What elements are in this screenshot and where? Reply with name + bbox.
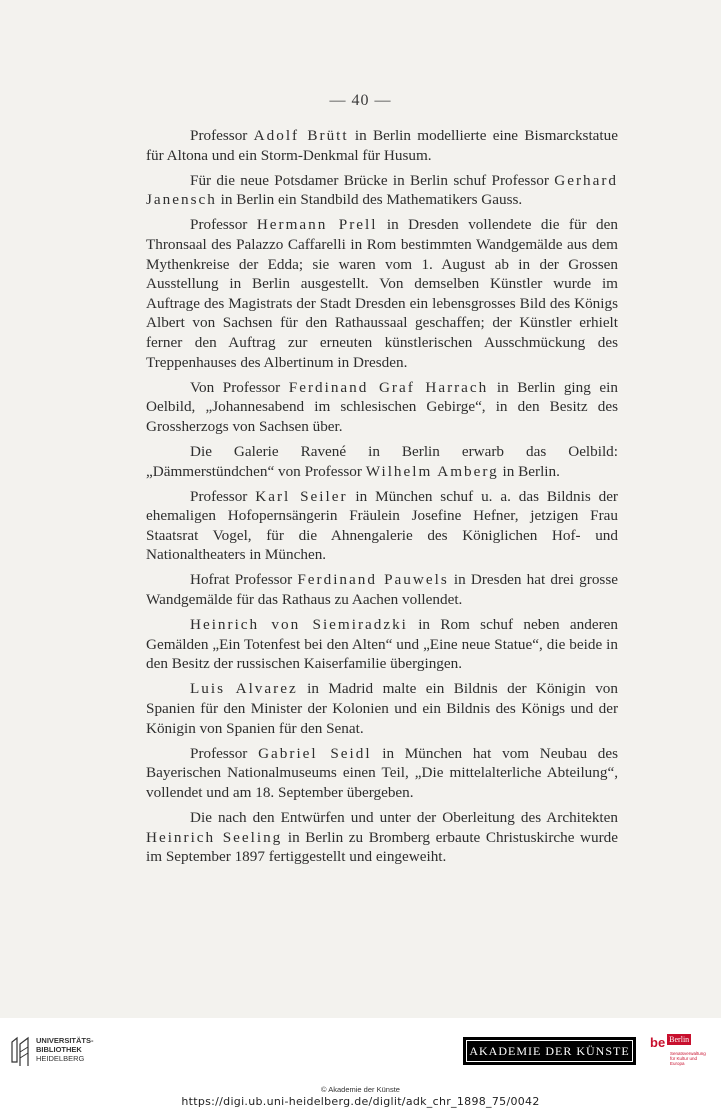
be-logo-text: be: [650, 1035, 666, 1050]
paragraph-9: [146, 679, 618, 738]
text-run: in Berlin ein Standbild des Mathematikers Gauss.: [216, 191, 523, 209]
text-run: Die Galerie Ravené in Berlin erwarb das Oelbild: „Dämmerstündchen“ von Professor: [146, 442, 618, 480]
person-name: Heinrich von Siemiradzki: [190, 616, 408, 634]
paragraph-3: [146, 215, 618, 372]
be-berlin-logo[interactable]: [650, 1034, 710, 1070]
person-name: Ferdinand Graf Harrach: [288, 378, 489, 396]
paragraph-1: [146, 126, 618, 165]
paragraph-4: [146, 378, 618, 437]
text-run: in München schuf u. a. das Bildnis der ehemaligen Hofopernsängerin Fräulein Josefine Hefner, jetzigen Frau Staatsrat Vogel, für die Ahnengalerie des Königlichen Hof- und Nationaltheaters in München.: [146, 487, 618, 564]
paragraph-8: [146, 615, 618, 674]
text-run: in Dresden hat drei grosse Wandgemälde für das Rathaus zu Aachen vollendet.: [146, 571, 618, 609]
be-subline: Senatsverwaltung für Kultur und Europa: [670, 1051, 706, 1066]
ub-line-3: HEIDELBERG: [36, 1054, 85, 1063]
person-name: Hermann Prell: [256, 216, 378, 234]
person-name: Adolf Brütt: [253, 127, 349, 144]
text-run: in Rom schuf neben anderen Gemälden „Ein Totenfest bei den Alten“ und „Eine neue Statue“, die beide in den Besitz der russischen Kaiserfamilie übergingen.: [146, 616, 618, 673]
person-name: Heinrich Seeling: [146, 828, 283, 846]
text-run: in Madrid malte ein Bildnis der Königin von Spanien für den Minister der Kolonien und ein Bildnis des Königs und der Königin von Spanien für den Senat.: [146, 680, 618, 737]
ub-line-2: BIBLIOTHEK: [36, 1045, 82, 1054]
university-library-name[interactable]: [36, 1036, 94, 1063]
paragraph-5: [146, 442, 618, 481]
text-run: in Berlin zu Bromberg erbaute Christuskirche wurde im September 1897 fertiggestellt und eingeweiht.: [146, 828, 618, 866]
person-name: Karl Seiler: [255, 487, 348, 505]
text-run: Professor: [190, 127, 254, 144]
paragraph-2: [146, 171, 618, 210]
copyright-notice: © Akademie der Künste: [321, 1085, 400, 1094]
body-text: [146, 126, 618, 872]
person-name: Ferdinand Pauwels: [297, 571, 449, 589]
adk-label: AKADEMIE DER KÜNSTE: [466, 1040, 633, 1062]
person-name: Gerhard Janensch: [146, 171, 618, 209]
text-run: Hofrat Professor: [190, 571, 298, 589]
person-name: Wilhelm Amberg: [365, 462, 499, 480]
person-name: Gabriel Seidl: [258, 744, 372, 762]
text-run: Professor: [190, 216, 257, 234]
text-run: in Berlin ging ein Oelbild, „Johannesabend im schlesischen Gebirge“, in den Besitz des Grossherzogs von Sachsen über.: [146, 378, 618, 435]
text-run: in München hat vom Neubau des Bayerischen Nationalmuseums einen Teil, „Die mittelalterliche Abteilung“, vollendet und am 18. September übergeben.: [146, 744, 618, 801]
text-run: Professor: [190, 487, 256, 505]
paragraph-11: [146, 808, 618, 867]
text-run: Professor: [190, 744, 259, 762]
akademie-der-kuenste-logo[interactable]: [463, 1037, 636, 1065]
permalink-url[interactable]: https://digi.ub.uni-heidelberg.de/diglit/adk_chr_1898_75/0042: [181, 1095, 540, 1108]
page-number: — 40 —: [329, 92, 392, 109]
text-run: in Berlin.: [498, 462, 560, 480]
text-run: in Berlin modellierte eine Bismarckstatue für Altona und ein Storm-Denkmal für Husum.: [146, 127, 618, 164]
text-run: Die nach den Entwürfen und unter der Oberleitung des Architekten: [190, 809, 618, 826]
paragraph-10: [146, 744, 618, 803]
be-berlin-box: Berlin: [669, 1035, 690, 1044]
ub-line-1: UNIVERSITÄTS-: [36, 1036, 94, 1045]
text-run: Für die neue Potsdamer Brücke in Berlin schuf Professor: [190, 171, 555, 189]
paragraph-7: [146, 570, 618, 609]
text-run: in Dresden vollendete die für den Thronsaal des Palazzo Caffarelli in Rom bestimmten Wandgemälde aus dem Mythenkreise der Edda; sie waren vom 1. August ab in der Grossen Ausstellung in Berlin ausgestellt. Von demselben Künstler wurde im Auftrage des Magistrats der Stadt Dresden ein lebensgrosses Bild des Königs Albert von Sachsen für den Rathaussaal geschaffen; der Künstler erhielt ferner den Auftrag zur erneuten künstlerischen Ausschmückung des Treppenhauses des Albertinum in Dresden.: [146, 216, 618, 371]
text-run: Von Professor: [190, 378, 289, 396]
person-name: Luis Alvarez: [190, 680, 298, 698]
paragraph-6: [146, 487, 618, 565]
